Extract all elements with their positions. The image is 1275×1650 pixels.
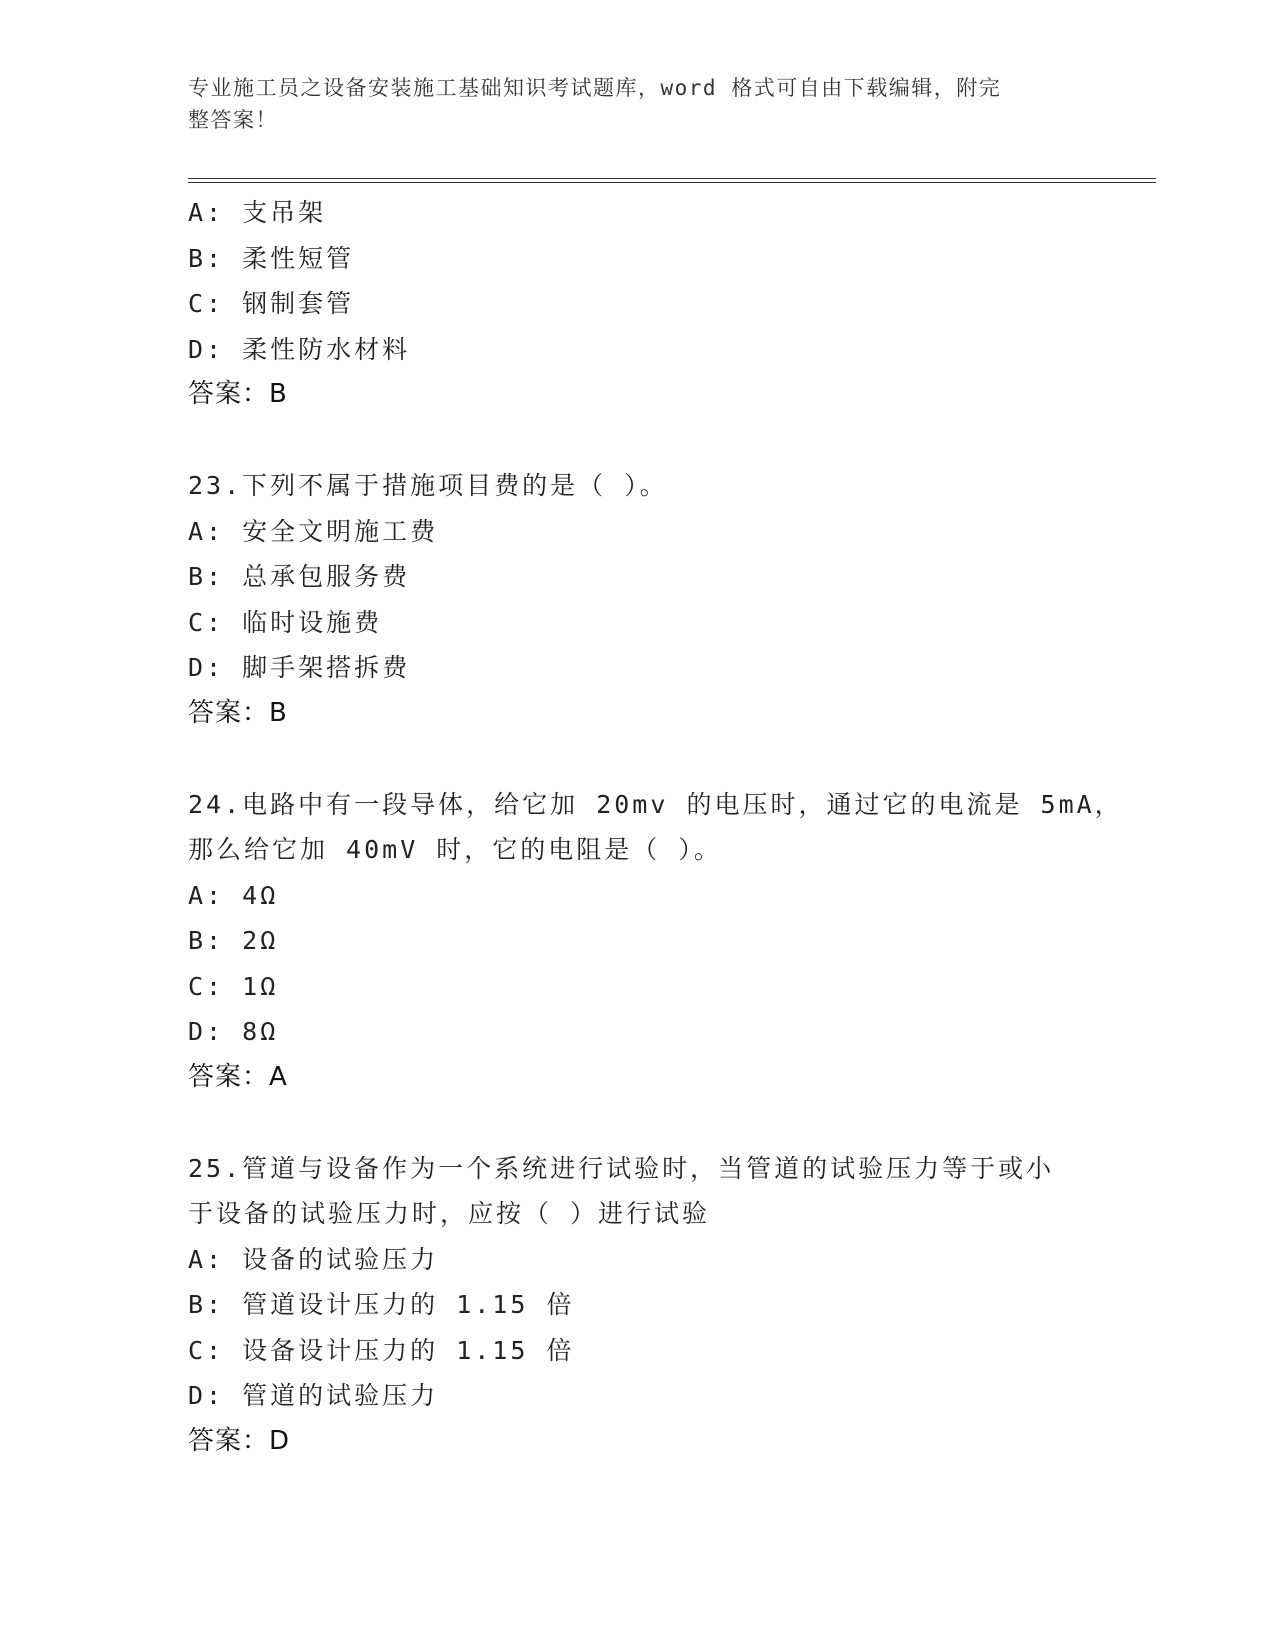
option-d: D: 8Ω bbox=[188, 1017, 279, 1046]
question-25 bbox=[188, 1146, 1156, 1465]
spacer bbox=[188, 1100, 1156, 1146]
option-a: A: 设备的试验压力 bbox=[188, 1244, 439, 1274]
option-b: B: 总承包服务费 bbox=[188, 562, 411, 591]
header-line-2: 整答案！ bbox=[188, 108, 278, 132]
option-b: B: 管道设计压力的 1.15 倍 bbox=[188, 1290, 575, 1319]
option-a: A: 安全文明施工费 bbox=[188, 516, 439, 546]
option-c: C: 设备设计压力的 1.15 倍 bbox=[188, 1335, 575, 1365]
option-a: A: 支吊架 bbox=[188, 198, 327, 227]
question-text: 23.下列不属于措施项目费的是（ ）。 bbox=[188, 471, 668, 500]
question-text-cont: 于设备的试验压力时，应按（ ）进行试验 bbox=[188, 1199, 711, 1228]
option-d: D: 管道的试验压力 bbox=[188, 1381, 439, 1410]
answer: 答案：B bbox=[188, 697, 288, 728]
header-line-1: 专业施工员之设备安装施工基础知识考试题库，word 格式可自由下载编辑，附完 bbox=[188, 76, 1002, 100]
option-c: C: 临时设施费 bbox=[188, 607, 383, 637]
question-24 bbox=[188, 782, 1156, 1101]
answer: 答案：D bbox=[188, 1425, 291, 1456]
spacer bbox=[188, 736, 1156, 782]
option-d: D: 脚手架搭拆费 bbox=[188, 653, 411, 682]
option-b: B: 柔性短管 bbox=[188, 243, 355, 273]
option-c: C: 钢制套管 bbox=[188, 289, 355, 318]
header-divider bbox=[188, 178, 1156, 183]
question-23 bbox=[188, 463, 1156, 736]
option-b: B: 2Ω bbox=[188, 926, 279, 955]
option-a: A: 4Ω bbox=[188, 880, 279, 910]
answer: 答案：B bbox=[188, 379, 288, 409]
question-22 bbox=[188, 190, 1156, 418]
question-text: 24.电路中有一段导体，给它加 20mv 的电压时，通过它的电流是 5mA， bbox=[188, 789, 1123, 819]
option-c: C: 1Ω bbox=[188, 971, 279, 1001]
question-text-cont: 那么给它加 40mV 时，它的电阻是（ ）。 bbox=[188, 835, 722, 864]
answer: 答案：A bbox=[188, 1061, 288, 1092]
questions-content bbox=[188, 190, 1156, 1464]
question-text: 25.管道与设备作为一个系统进行试验时，当管道的试验压力等于或小 bbox=[188, 1153, 1055, 1183]
option-d: D: 柔性防水材料 bbox=[188, 334, 411, 364]
document-header bbox=[188, 72, 1068, 136]
spacer bbox=[188, 418, 1156, 464]
